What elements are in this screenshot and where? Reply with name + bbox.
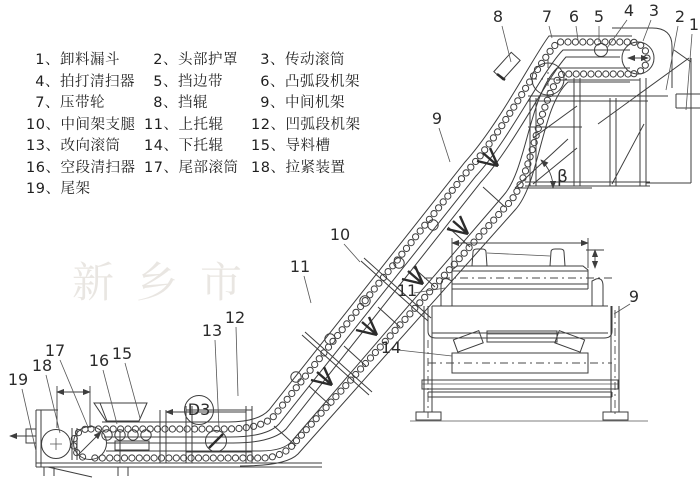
legend-item-4: 4、拍打清扫器 (35, 73, 135, 90)
callout-15-label: 15 (111, 344, 133, 363)
callout-5-label: 5 (593, 7, 605, 26)
callout-18-label: 18 (31, 356, 53, 375)
cross-section-view (410, 238, 648, 421)
legend-item-13: 13、改向滚筒 (26, 138, 121, 154)
callout-9-leader (614, 304, 630, 314)
legend-item-18: 18、拉紧装置 (251, 159, 346, 176)
legend-item-16: 16、空段清扫器 (26, 159, 136, 176)
callout-2-label: 2 (674, 7, 686, 26)
callout-6-label: 6 (568, 7, 580, 26)
legend-item-3: 3、传动滚筒 (260, 52, 345, 68)
callout-14-leader (398, 350, 452, 356)
callout-16-label: 16 (88, 351, 110, 370)
callout-3-leader (643, 20, 651, 41)
d3-label: D3 (187, 400, 211, 419)
callout-7-label: 7 (541, 7, 553, 26)
intermediate-frame (274, 148, 505, 446)
discharge-hopper (646, 50, 691, 183)
callout-19-label: 19 (7, 370, 29, 389)
legend-item-6: 6、凸弧段机架 (260, 73, 360, 90)
callout-8-label: 8 (492, 7, 504, 26)
legend-item-7: 7、压带轮 (35, 95, 105, 111)
right-side-idler (592, 279, 603, 306)
callout-10-label: 10 (329, 225, 351, 244)
callout-11-label: 11 (289, 257, 311, 276)
callout-9-leader (439, 128, 450, 162)
callout-15-leader (125, 363, 140, 418)
callout-9-label: 9 (431, 109, 443, 128)
callout-4-label: 4 (623, 1, 635, 20)
legend-item-15: 15、导料槽 (251, 138, 331, 154)
callout-3-label: 3 (648, 1, 660, 20)
callout-10-leader (344, 244, 360, 262)
legend-item-17: 17、尾部滚筒 (144, 159, 239, 176)
feed-chute (94, 403, 147, 421)
callout-17-label: 17 (44, 341, 66, 360)
callout-12-label: 12 (224, 308, 246, 327)
callout-11-leader (304, 276, 311, 303)
legend-item-5: 5、挡边带 (153, 73, 223, 90)
callout-6-leader (576, 26, 578, 40)
callout-17-leader (60, 360, 88, 427)
callout-18-leader (46, 375, 60, 433)
tail-assembly (10, 386, 322, 477)
callout-9-label: 9 (628, 287, 640, 306)
callout-13-leader (215, 340, 219, 428)
legend-item-8: 8、挡辊 (153, 95, 208, 111)
legend-item-2: 2、头部护罩 (153, 52, 238, 68)
beta-label: β (557, 167, 568, 187)
callout-14-label: 14 (380, 338, 402, 357)
legend-item-10: 10、中间架支腿 (26, 116, 136, 133)
legend-item-11: 11、上托辊 (144, 116, 224, 133)
legend-item-1: 1、卸料漏斗 (35, 52, 120, 68)
callout-1-label: 1 (688, 15, 700, 34)
discharge-spout (676, 94, 700, 108)
callout-8-leader (502, 26, 511, 62)
callout-19-leader (22, 389, 36, 451)
legend-item-19: 19、尾架 (26, 181, 91, 197)
callout-11-label: 11 (396, 281, 418, 300)
cleaner-rollers (102, 430, 151, 450)
lower-idler-set (453, 331, 584, 352)
callout-13-label: 13 (201, 321, 223, 340)
legend-item-12: 12、凹弧段机架 (251, 116, 361, 133)
legend-item-9: 9、中间机架 (260, 95, 345, 111)
legend-item-14: 14、下托辊 (144, 138, 224, 154)
callout-12-leader (236, 327, 238, 396)
take-up-device (10, 429, 36, 443)
watermark-text: 新乡市 (72, 258, 265, 307)
